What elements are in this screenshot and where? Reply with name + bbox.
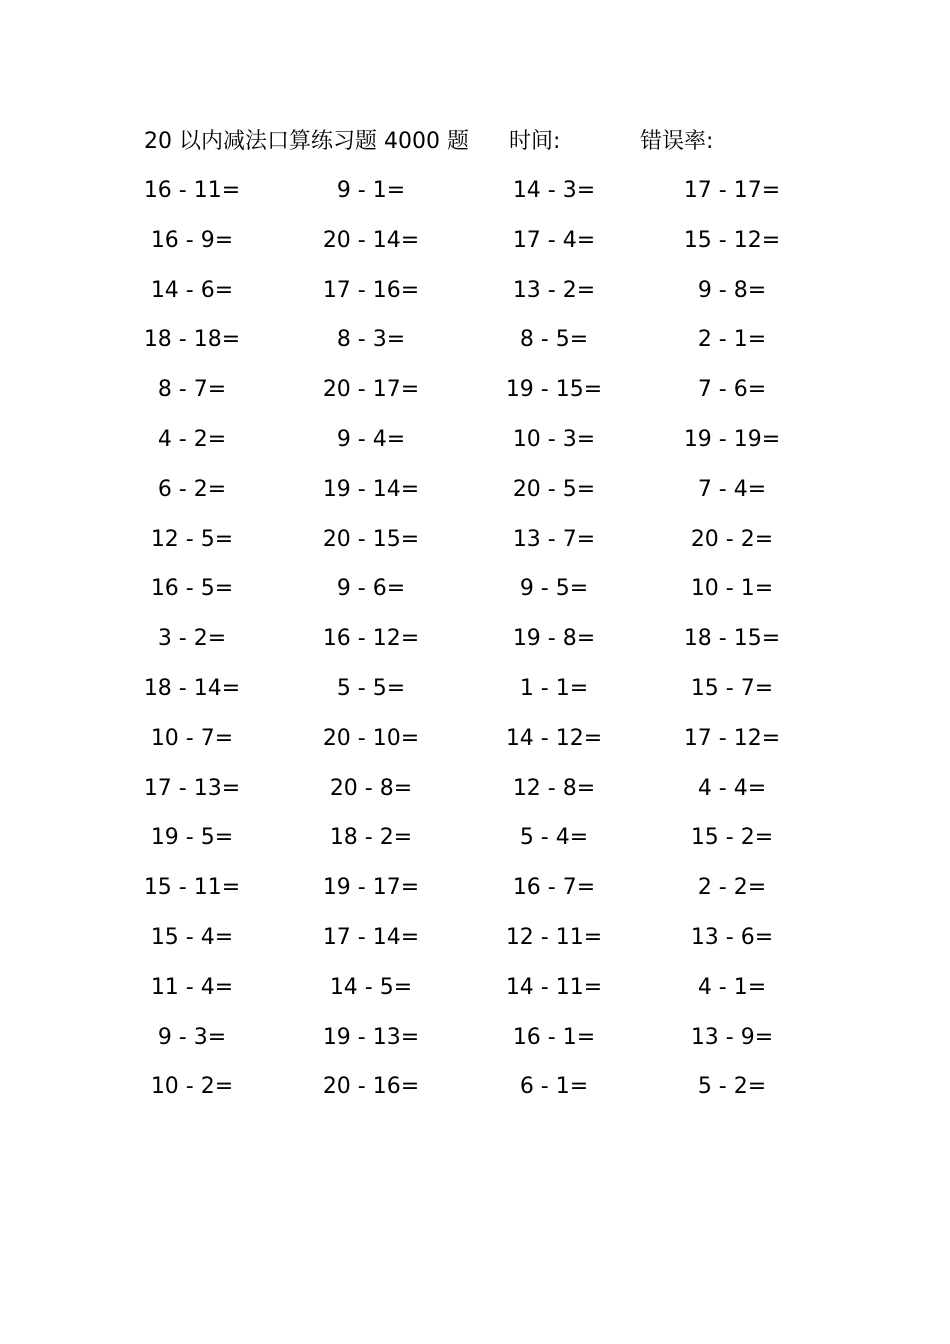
problem-item: 4 - 4= (697, 775, 767, 801)
problem-item: 13 - 9= (690, 1024, 774, 1050)
problem-item: 20 - 15= (322, 526, 420, 552)
problem-item: 13 - 6= (690, 924, 774, 950)
worksheet-header (0, 124, 950, 160)
error-rate-label: 错误率: (640, 129, 714, 154)
problem-item: 20 - 14= (322, 227, 420, 253)
problem-item: 20 - 2= (690, 526, 774, 552)
problem-grid (0, 171, 950, 1117)
problem-item: 20 - 16= (322, 1074, 420, 1100)
problem-item: 16 - 9= (150, 227, 234, 253)
problem-item: 15 - 2= (690, 825, 774, 851)
problem-item: 4 - 2= (157, 426, 227, 452)
problem-item: 10 - 2= (150, 1074, 234, 1100)
problem-item: 9 - 6= (336, 576, 406, 602)
problem-item: 17 - 4= (512, 227, 596, 253)
problem-item: 20 - 8= (329, 775, 413, 801)
problem-row (0, 818, 950, 868)
problem-item: 14 - 6= (150, 277, 234, 303)
problem-item: 15 - 4= (150, 924, 234, 950)
problem-row (0, 470, 950, 520)
problem-item: 17 - 17= (683, 178, 781, 203)
problem-item: 9 - 5= (519, 576, 589, 602)
problem-item: 1 - 1= (519, 675, 589, 701)
problem-item: 19 - 15= (505, 377, 603, 403)
problem-item: 20 - 10= (322, 725, 420, 751)
problem-item: 19 - 19= (683, 426, 781, 452)
problem-row (0, 520, 950, 570)
problem-row (0, 868, 950, 918)
problem-row (0, 320, 950, 370)
problem-item: 20 - 17= (322, 377, 420, 403)
problem-item: 15 - 11= (143, 875, 241, 901)
problem-row (0, 619, 950, 669)
problem-item: 17 - 16= (322, 277, 420, 303)
problem-row (0, 221, 950, 271)
problem-row (0, 171, 950, 221)
problem-item: 19 - 13= (322, 1024, 420, 1050)
problem-item: 19 - 8= (512, 626, 596, 652)
problem-row (0, 1018, 950, 1068)
problem-row (0, 918, 950, 968)
problem-item: 14 - 5= (329, 974, 413, 1000)
problem-item: 20 - 5= (512, 476, 596, 502)
problem-row (0, 569, 950, 619)
time-label: 时间: (509, 129, 561, 154)
problem-item: 18 - 2= (329, 825, 413, 851)
problem-item: 15 - 12= (683, 227, 781, 253)
problem-item: 16 - 7= (512, 875, 596, 901)
problem-item: 12 - 5= (150, 526, 234, 552)
problem-row (0, 719, 950, 769)
problem-row (0, 769, 950, 819)
problem-item: 9 - 4= (336, 426, 406, 452)
problem-item: 9 - 3= (157, 1024, 227, 1050)
problem-item: 19 - 5= (150, 825, 234, 851)
problem-item: 6 - 2= (157, 476, 227, 502)
problem-item: 5 - 5= (336, 675, 406, 701)
problem-item: 14 - 12= (505, 725, 603, 751)
problem-item: 19 - 17= (322, 875, 420, 901)
problem-item: 7 - 6= (697, 377, 767, 403)
problem-item: 3 - 2= (157, 626, 227, 652)
problem-item: 9 - 8= (697, 277, 767, 303)
problem-item: 8 - 5= (519, 327, 589, 353)
problem-row (0, 420, 950, 470)
problem-item: 17 - 12= (683, 725, 781, 751)
problem-item: 5 - 4= (519, 825, 589, 851)
problem-item: 19 - 14= (322, 476, 420, 502)
problem-item: 10 - 7= (150, 725, 234, 751)
problem-item: 12 - 11= (505, 924, 603, 950)
problem-item: 2 - 1= (697, 327, 767, 353)
problem-item: 18 - 15= (683, 626, 781, 652)
problem-item: 13 - 7= (512, 526, 596, 552)
problem-item: 16 - 5= (150, 576, 234, 602)
problem-item: 7 - 4= (697, 476, 767, 502)
problem-item: 18 - 14= (143, 675, 241, 701)
problem-row (0, 271, 950, 321)
problem-item: 14 - 11= (505, 974, 603, 1000)
problem-item: 16 - 12= (322, 626, 420, 652)
problem-item: 6 - 1= (519, 1074, 589, 1100)
problem-item: 18 - 18= (143, 327, 241, 353)
problem-item: 15 - 7= (690, 675, 774, 701)
problem-item: 10 - 3= (512, 426, 596, 452)
problem-row (0, 669, 950, 719)
problem-item: 16 - 11= (143, 178, 241, 203)
problem-item: 17 - 14= (322, 924, 420, 950)
problem-item: 4 - 1= (697, 974, 767, 1000)
problem-item: 5 - 2= (697, 1074, 767, 1100)
problem-item: 16 - 1= (512, 1024, 596, 1050)
problem-item: 8 - 7= (157, 377, 227, 403)
problem-row (0, 1067, 950, 1117)
problem-item: 14 - 3= (512, 178, 596, 203)
worksheet-title: 20 以内减法口算练习题 4000 题 (144, 129, 469, 154)
problem-item: 17 - 13= (143, 775, 241, 801)
problem-item: 12 - 8= (512, 775, 596, 801)
problem-item: 11 - 4= (150, 974, 234, 1000)
problem-item: 8 - 3= (336, 327, 406, 353)
problem-row (0, 370, 950, 420)
problem-item: 9 - 1= (336, 178, 406, 203)
problem-item: 13 - 2= (512, 277, 596, 303)
problem-row (0, 968, 950, 1018)
problem-item: 10 - 1= (690, 576, 774, 602)
problem-item: 2 - 2= (697, 875, 767, 901)
